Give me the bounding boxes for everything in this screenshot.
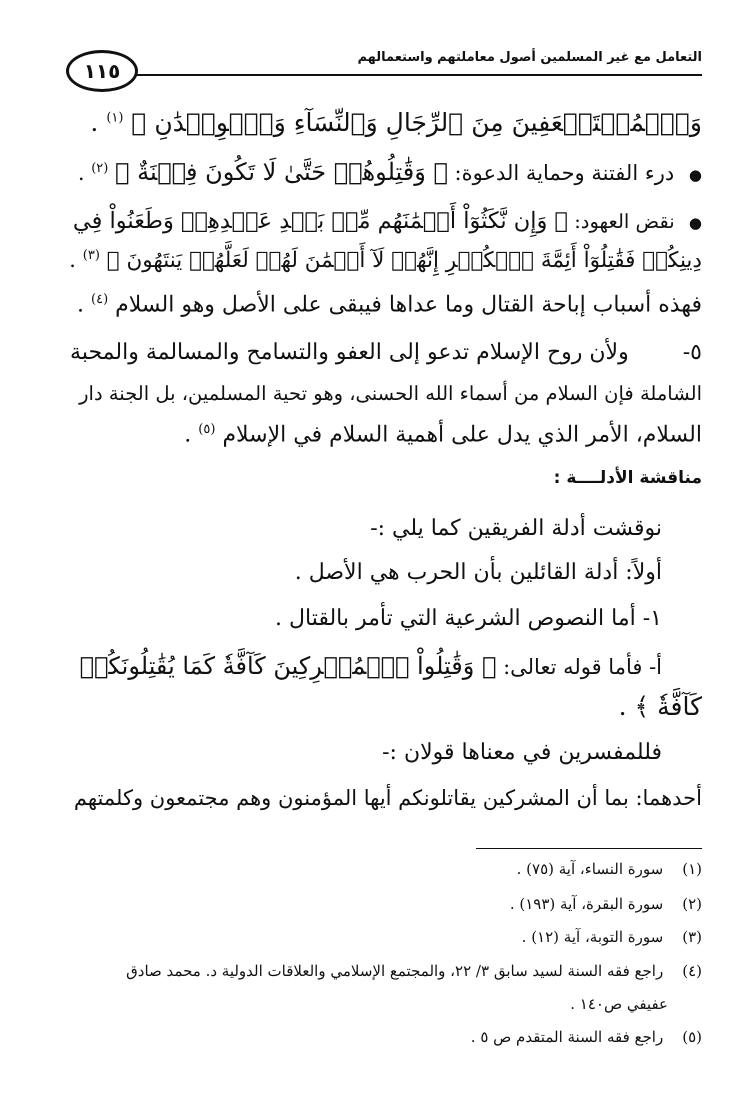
text-line-6 [70,340,702,366]
footnote-text: راجع فقه السنة لسيد سابق ٣/ ٢٢، والمجتمع الإسلامي والعلاقات الدولية د. محمد صادق [126,962,664,980]
paragraph-text: السلام، الأمر الذي يدل على أهمية السلام في الإسلام [222,422,702,448]
quran-verse: ﴿ وَقَٰتِلُواْ ٱلۡمُشۡرِكِينَ كَآفَّةٗ كَمَا يُقَٰتِلُونَكُمۡ [79,652,497,680]
text-line-5 [70,292,702,319]
text-line-14: فللمفسرين في معناها قولان :- [382,740,662,765]
header-rule [120,74,702,76]
quran-verse: ﴿ وَإِن نَّكَثُوٓاْ أَيۡمَٰنَهُم مِّنۢ بَعۡدِ عَهۡدِهِمۡ وَطَعَنُواْ فِي [72,208,569,234]
section-heading: مناقشة الأدلــــة : [553,468,702,488]
period: . [69,248,76,274]
footnote-1 [70,860,702,878]
period: . [77,292,84,318]
footnote-text: سورة النساء، آية (٧٥) . [516,860,664,878]
footnote-ref: (٤) [91,292,109,307]
footnote-number: (٥) [682,1028,702,1046]
paragraph-text: فهذه أسباب إباحة القتال وما عداها فيبقى على الأصل وهو السلام [115,292,702,318]
period: . [77,161,85,185]
text-line-2 [70,158,702,187]
footnote-text: سورة التوبة، آية (١٢) . [521,928,664,946]
period: . [90,108,99,137]
footnote-number: (٢) [682,895,702,913]
text-line-8 [70,422,702,449]
footnote-number: (١) [682,860,702,878]
footnote-text: سورة البقرة، آية (١٩٣) . [509,895,664,913]
bullet-icon: ● [688,214,702,232]
text-line-1 [70,108,702,138]
footnote-5 [70,1028,702,1046]
footnote-ref: (١) [106,110,124,126]
text-line-11: ١- أما النصوص الشرعية التي تأمر بالقتال . [275,606,662,631]
bullet-label: درء الفتنة وحماية الدعوة: [454,161,675,185]
footnote-number: (٤) [682,962,702,980]
quran-verse: دِينِكُمۡ فَقَٰتِلُوٓاْ أَئِمَّةَ ٱلۡكُفۡرِ إِنَّهُمۡ لَآ أَيۡمَٰنَ لَهُمۡ لَعَلَّهُمۡ يَنتَهُونَ ﴾ [106,248,702,274]
text-line-10: أولاً: أدلة القائلين بأن الحرب هي الأصل . [294,560,662,585]
bullet-label: نقض العهود: [574,210,675,233]
footnote-4-continued: عفيفي ص١٤٠ . [570,995,668,1013]
bullet-icon: ● [688,166,702,184]
quran-verse: ﴿ وَقَٰتِلُوهُمۡ حَتَّىٰ لَا تَكُونَ فِتۡنَةٌ ﴾ [115,158,448,186]
footnote-text: راجع فقه السنة المتقدم ص ٥ . [470,1028,664,1046]
footnote-ref: (٢) [91,161,109,176]
period: . [184,422,192,448]
text-line-15: أحدهما: بما أن المشركين يقاتلونكم أيها المؤمنون وهم مجتمعون وكلمتهم [73,786,702,810]
text-line-7 [70,382,702,405]
text-line-12 [70,652,702,681]
footnote-4 [70,962,702,980]
footnote-number: (٣) [682,928,702,946]
paragraph-text: ولأن روح الإسلام تدعو إلى العفو والتسامح والمسالمة والمحبة [70,340,629,365]
paragraph-text: أ- فأما قوله تعالى: [503,655,662,679]
running-title: التعامل مع غير المسلمين أصول معاملتهم واستعمالهم [351,50,702,65]
text-line-4 [70,248,702,274]
footnote-2 [70,895,702,913]
footnote-ref: (٣) [82,248,100,263]
item-number: ٥- [682,340,702,365]
text-line-9: نوقشت أدلة الفريقين كما يلي :- [370,516,662,541]
quran-verse: وَٱلۡمُسۡتَضۡعَفِينَ مِنَ ٱلرِّجَالِ وَٱلنِّسَآءِ وَٱلۡوِلۡدَٰنِ ﴾ [131,108,702,137]
text-line-13: كَآفَّةٗ ﴾ . [618,692,702,721]
footnote-3 [70,928,702,946]
page-header [60,46,702,98]
page-number: ١١٥ [66,50,138,92]
text-line-3 [70,208,702,235]
paragraph-text: الشاملة فإن السلام من أسماء الله الحسنى، وهو تحية المسلمين، بل الجنة دار [79,382,702,405]
footnote-separator [476,848,702,849]
footnote-ref: (٥) [198,422,216,437]
